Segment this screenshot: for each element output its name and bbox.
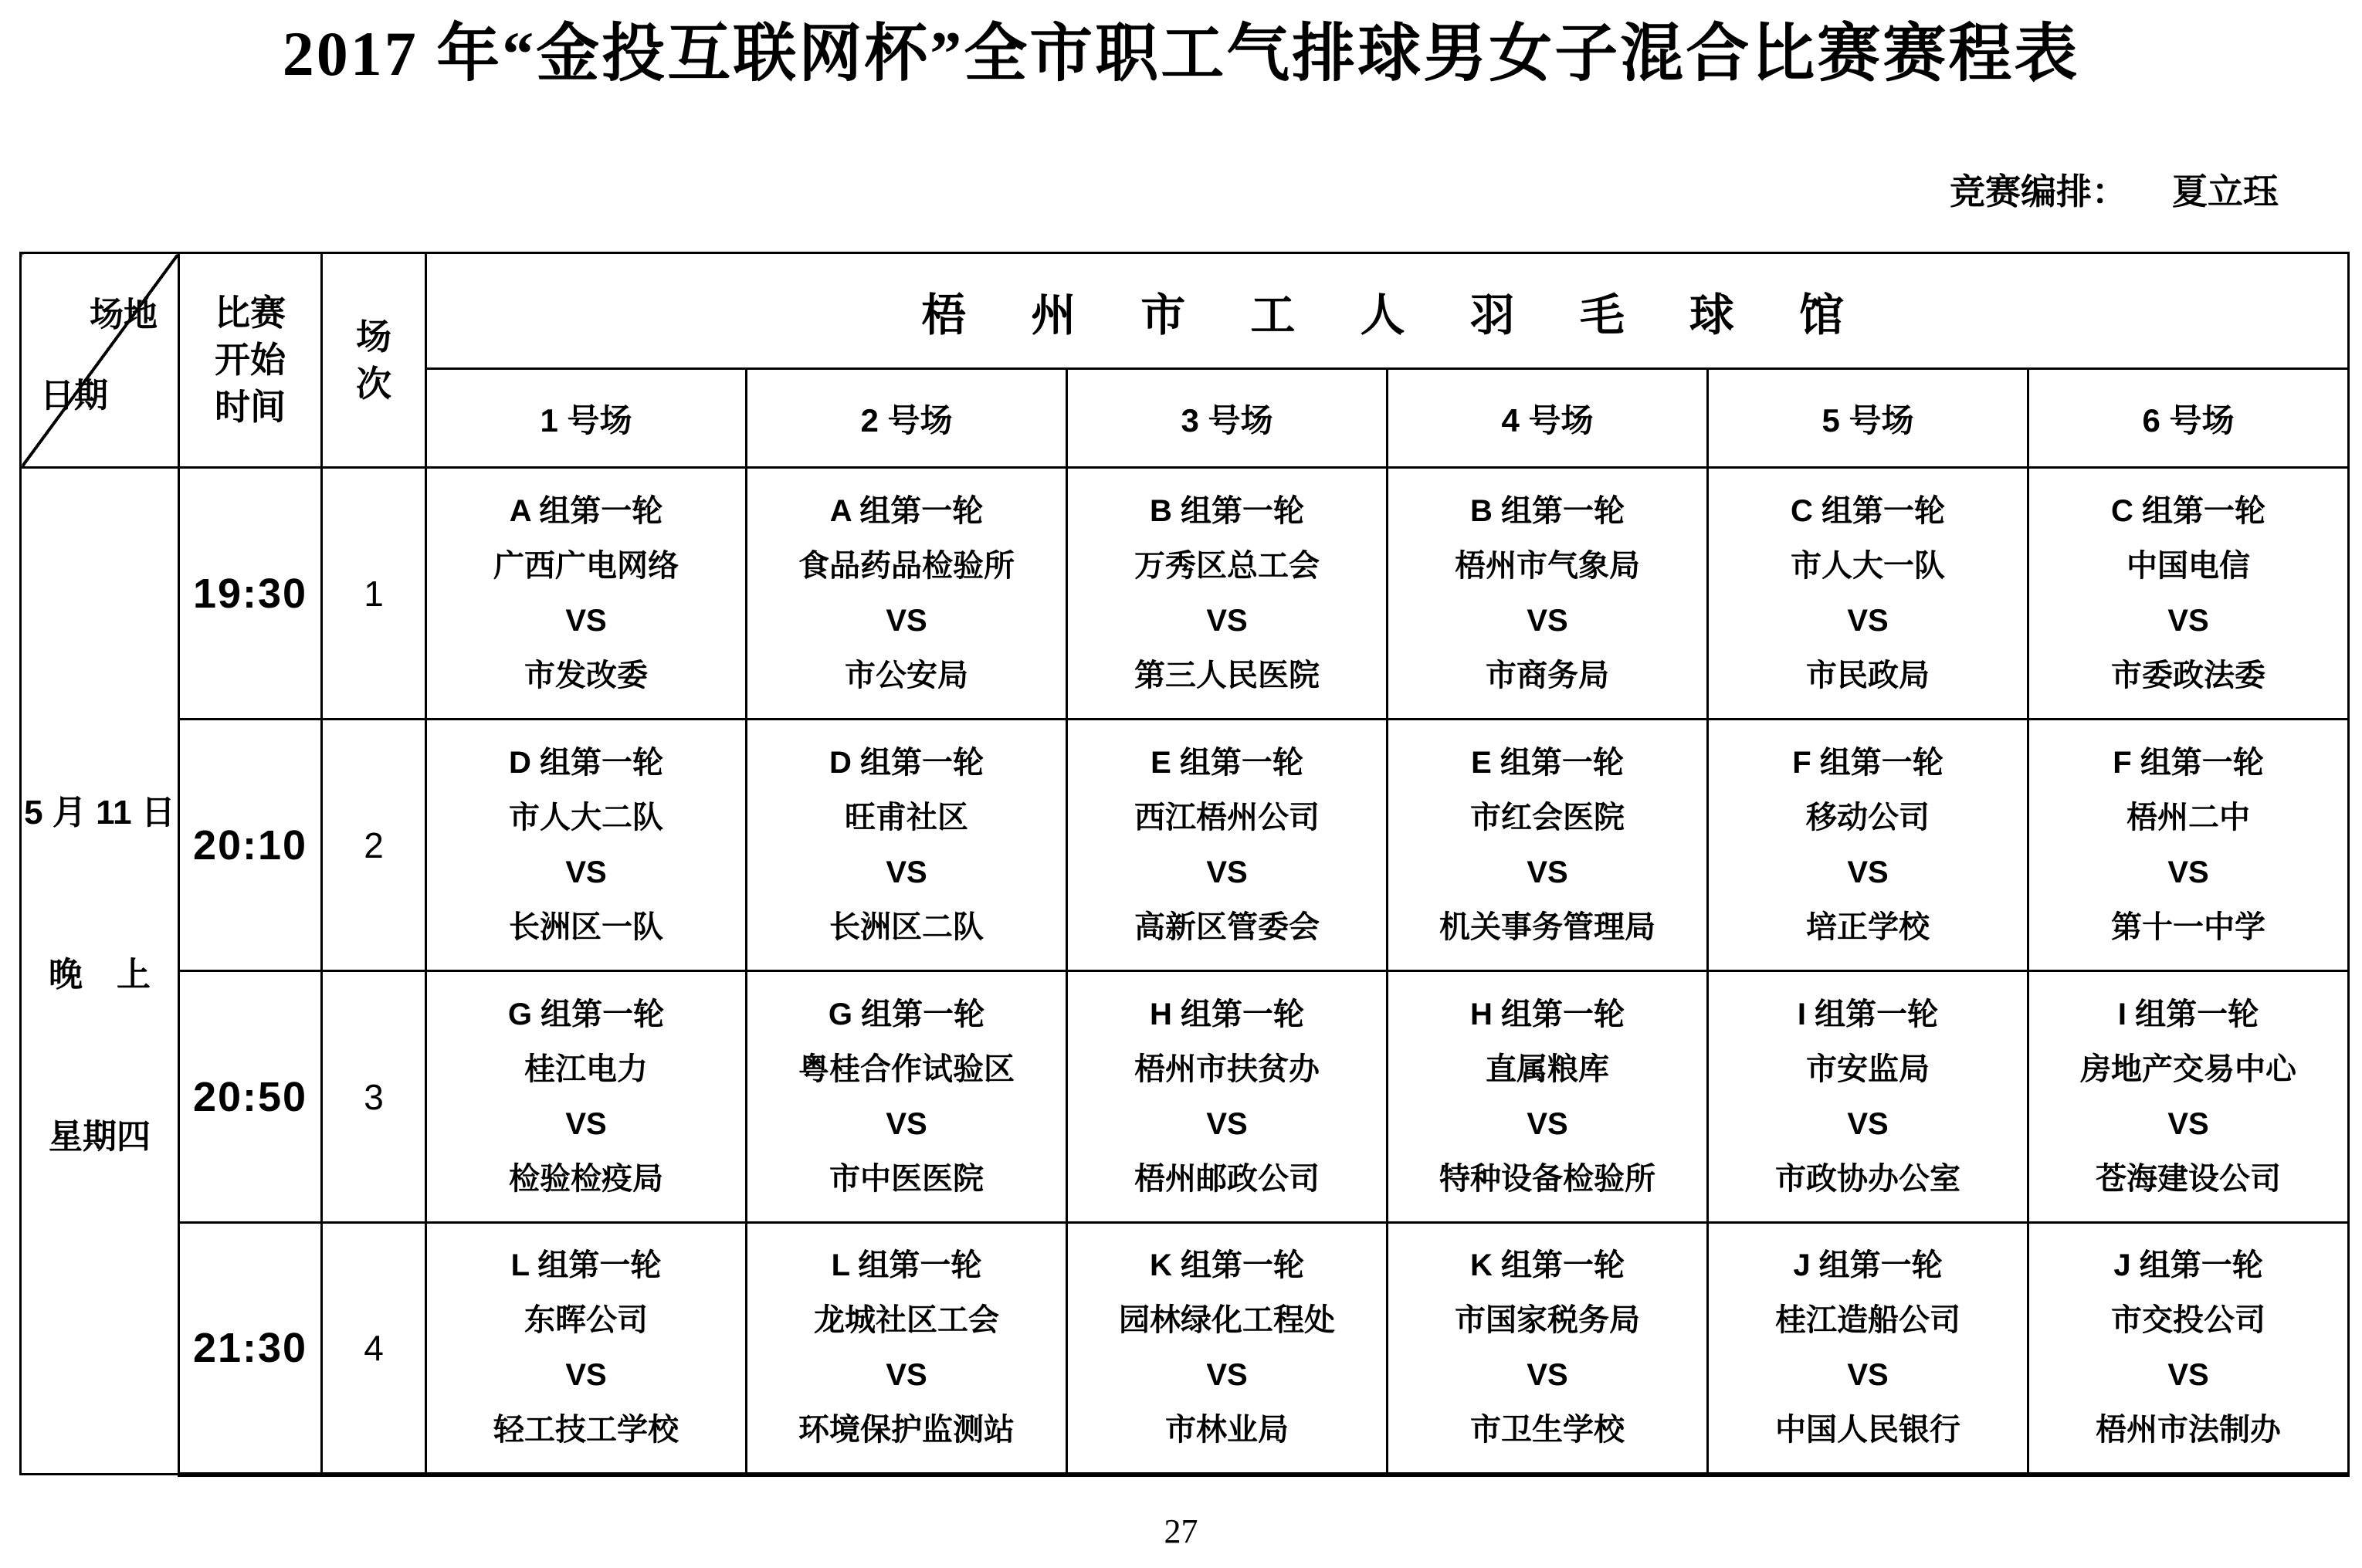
court-header-4: 4 号场 xyxy=(1388,369,1708,468)
match-round: E 组第一轮 xyxy=(1471,746,1624,780)
match-team1: 市人大一队 xyxy=(1791,549,1945,583)
match-team2: 长洲区一队 xyxy=(509,910,663,944)
match-round: D 组第一轮 xyxy=(509,746,663,780)
match-cell-r4c1 xyxy=(426,1223,747,1475)
match-team1: 市安监局 xyxy=(1806,1052,1930,1086)
match-team1: 万秀区总工会 xyxy=(1134,549,1320,583)
match-team1: 食品药品检验所 xyxy=(798,549,1015,583)
match-team2: 市卫生学校 xyxy=(1470,1413,1625,1448)
session-header-line: 次 xyxy=(356,363,391,404)
vs-label: VS xyxy=(1527,1358,1568,1393)
time-cell: 19:30 xyxy=(179,468,322,720)
match-round: B 组第一轮 xyxy=(1470,494,1625,528)
match-cell-r3c2 xyxy=(747,971,1067,1223)
time-cell: 21:30 xyxy=(179,1223,322,1475)
match-cell-r2c3 xyxy=(1067,720,1388,971)
match-team1: 梧州市扶贫办 xyxy=(1134,1052,1320,1086)
match-team1: 市红会医院 xyxy=(1470,801,1625,835)
match-cell-r1c2 xyxy=(747,468,1067,720)
match-team1: 直属粮库 xyxy=(1486,1052,1609,1086)
match-cell-r4c2 xyxy=(747,1223,1067,1475)
match-cell-r4c5 xyxy=(1708,1223,2028,1475)
match-cell-r1c3 xyxy=(1067,468,1388,720)
match-cell-r3c4 xyxy=(1388,971,1708,1223)
vs-label: VS xyxy=(1527,855,1568,889)
vs-label: VS xyxy=(1206,604,1248,638)
match-team1: 市人大二队 xyxy=(509,801,663,835)
match-team1: 梧州二中 xyxy=(2126,801,2251,835)
match-cell-r4c3 xyxy=(1067,1223,1388,1475)
match-team1: 桂江造船公司 xyxy=(1775,1303,1960,1338)
match-team1: 广西广电网络 xyxy=(493,549,679,583)
vs-label: VS xyxy=(1527,604,1568,638)
match-team1: 园林绿化工程处 xyxy=(1119,1303,1335,1338)
start-time-header-line: 开始 xyxy=(215,340,286,381)
court-header-1: 1 号场 xyxy=(426,369,747,468)
session-cell: 2 xyxy=(322,720,426,971)
match-team2: 机关事务管理局 xyxy=(1439,910,1655,944)
session-header xyxy=(322,253,426,468)
match-team2: 中国人民银行 xyxy=(1775,1413,1960,1448)
vs-label: VS xyxy=(1206,1107,1248,1141)
match-team2: 苍海建设公司 xyxy=(2096,1162,2282,1196)
match-team2: 市政协办公室 xyxy=(1775,1162,1960,1196)
match-round: J 组第一轮 xyxy=(2113,1248,2263,1283)
match-team1: 西江梧州公司 xyxy=(1134,801,1320,835)
vs-label: VS xyxy=(1847,855,1889,889)
vs-label: VS xyxy=(565,1358,607,1393)
vs-label: VS xyxy=(1847,604,1889,638)
session-cell: 3 xyxy=(322,971,426,1223)
match-round: G 组第一轮 xyxy=(828,997,985,1031)
match-team1: 房地产交易中心 xyxy=(2080,1052,2297,1086)
match-cell-r3c1 xyxy=(426,971,747,1223)
vs-label: VS xyxy=(565,604,607,638)
court-header-6: 6 号场 xyxy=(2028,369,2349,468)
match-cell-r2c5 xyxy=(1708,720,2028,971)
match-round: B 组第一轮 xyxy=(1150,494,1304,528)
match-team2: 市公安局 xyxy=(845,659,968,693)
match-cell-r2c4 xyxy=(1388,720,1708,971)
schedule-table xyxy=(19,252,2350,1477)
corner-date-label: 日期 xyxy=(40,377,108,415)
match-cell-r2c1 xyxy=(426,720,747,971)
match-cell-r3c3 xyxy=(1067,971,1388,1223)
time-cell: 20:10 xyxy=(179,720,322,971)
vs-label: VS xyxy=(2167,855,2209,889)
session-header-line: 场 xyxy=(356,316,391,357)
date-period-text: 晚 上 xyxy=(49,955,151,994)
match-round: C 组第一轮 xyxy=(2111,494,2266,528)
match-cell-r1c4 xyxy=(1388,468,1708,720)
vs-label: VS xyxy=(565,855,607,889)
vs-label: VS xyxy=(1527,1107,1568,1141)
organizer-name: 夏立珏 xyxy=(2172,171,2279,212)
page-number: 27 xyxy=(1164,1512,1198,1550)
match-cell-r2c2 xyxy=(747,720,1067,971)
vs-label: VS xyxy=(2167,1358,2209,1393)
session-cell: 4 xyxy=(322,1223,426,1475)
match-round: L 组第一轮 xyxy=(510,1248,662,1283)
match-team1: 移动公司 xyxy=(1806,801,1930,835)
corner-venue-label: 场地 xyxy=(90,296,158,334)
match-team1: 市国家税务局 xyxy=(1455,1303,1640,1338)
match-team2: 第十一中学 xyxy=(2111,910,2266,944)
date-text: 5 月 11 日 xyxy=(24,793,175,831)
match-team2: 梧州市法制办 xyxy=(2096,1413,2282,1448)
session-cell: 1 xyxy=(322,468,426,720)
match-team2: 检验检疫局 xyxy=(509,1162,663,1196)
match-team2: 市发改委 xyxy=(524,659,648,693)
match-cell-r1c5 xyxy=(1708,468,2028,720)
match-cell-r4c4 xyxy=(1388,1223,1708,1475)
match-team1: 市交投公司 xyxy=(2111,1303,2266,1338)
organizer-label: 竞赛编排： xyxy=(1950,171,2127,212)
match-cell-r4c6 xyxy=(2028,1223,2349,1475)
match-round: A 组第一轮 xyxy=(509,494,663,528)
match-round: F 组第一轮 xyxy=(2113,746,2264,780)
corner-cell xyxy=(21,253,179,468)
match-team2: 市中医医院 xyxy=(829,1162,984,1196)
vs-label: VS xyxy=(1847,1358,1889,1393)
match-team1: 桂江电力 xyxy=(524,1052,648,1086)
vs-label: VS xyxy=(2167,604,2209,638)
match-round: I 组第一轮 xyxy=(1797,997,1939,1031)
match-round: H 组第一轮 xyxy=(1470,997,1625,1031)
match-team1: 中国电信 xyxy=(2126,549,2251,583)
match-team1: 梧州市气象局 xyxy=(1455,549,1640,583)
match-team2: 梧州邮政公司 xyxy=(1134,1162,1320,1196)
organizer-line xyxy=(1950,164,2279,215)
start-time-header-line: 时间 xyxy=(215,386,286,427)
vs-label: VS xyxy=(886,1358,927,1393)
match-round: D 组第一轮 xyxy=(829,746,984,780)
match-round: A 组第一轮 xyxy=(829,494,984,528)
match-cell-r1c1 xyxy=(426,468,747,720)
court-header-3: 3 号场 xyxy=(1067,369,1388,468)
match-team2: 市委政法委 xyxy=(2111,659,2266,693)
vs-label: VS xyxy=(886,855,927,889)
court-header-2: 2 号场 xyxy=(747,369,1067,468)
page-title: 2017 年“金投互联网杯”全市职工气排球男女子混合比赛赛程表 xyxy=(282,19,2080,89)
match-cell-r3c6 xyxy=(2028,971,2349,1223)
match-team2: 培正学校 xyxy=(1806,910,1930,944)
start-time-header-line: 比赛 xyxy=(215,293,286,334)
match-team1: 旺甫社区 xyxy=(845,801,968,835)
match-cell-r2c6 xyxy=(2028,720,2349,971)
date-weekday-text: 星期四 xyxy=(49,1117,151,1156)
match-team1: 粤桂合作试验区 xyxy=(798,1052,1015,1086)
start-time-header xyxy=(179,253,322,468)
time-cell: 20:50 xyxy=(179,971,322,1223)
match-round: K 组第一轮 xyxy=(1150,1248,1304,1283)
match-team2: 轻工技工学校 xyxy=(493,1413,679,1448)
match-round: I 组第一轮 xyxy=(2117,997,2259,1031)
match-round: K 组第一轮 xyxy=(1470,1248,1625,1283)
match-team1: 东晖公司 xyxy=(524,1303,648,1338)
court-header-5: 5 号场 xyxy=(1708,369,2028,468)
date-cell xyxy=(21,468,179,1475)
vs-label: VS xyxy=(1206,1358,1248,1393)
match-round: L 组第一轮 xyxy=(831,1248,982,1283)
match-team2: 市商务局 xyxy=(1486,659,1609,693)
match-cell-r3c5 xyxy=(1708,971,2028,1223)
match-team2: 市民政局 xyxy=(1806,659,1930,693)
match-team2: 第三人民医院 xyxy=(1134,659,1320,693)
match-team1: 龙城社区工会 xyxy=(814,1303,999,1338)
vs-label: VS xyxy=(2167,1107,2209,1141)
vs-label: VS xyxy=(886,604,927,638)
match-team2: 高新区管委会 xyxy=(1134,910,1320,944)
match-round: F 组第一轮 xyxy=(1792,746,1943,780)
match-cell-r1c6 xyxy=(2028,468,2349,720)
match-team2: 环境保护监测站 xyxy=(798,1413,1015,1448)
match-team2: 市林业局 xyxy=(1165,1413,1289,1448)
match-round: H 组第一轮 xyxy=(1150,997,1304,1031)
match-round: J 组第一轮 xyxy=(1793,1248,1943,1283)
vs-label: VS xyxy=(1847,1107,1889,1141)
match-round: G 组第一轮 xyxy=(507,997,665,1031)
vs-label: VS xyxy=(1206,855,1248,889)
venue-header: 梧 州 市 工 人 羽 毛 球 馆 xyxy=(426,253,2349,369)
match-round: C 组第一轮 xyxy=(1791,494,1945,528)
match-team2: 长洲区二队 xyxy=(829,910,984,944)
match-round: E 组第一轮 xyxy=(1151,746,1303,780)
match-team2: 特种设备检验所 xyxy=(1439,1162,1655,1196)
vs-label: VS xyxy=(886,1107,927,1141)
vs-label: VS xyxy=(565,1107,607,1141)
